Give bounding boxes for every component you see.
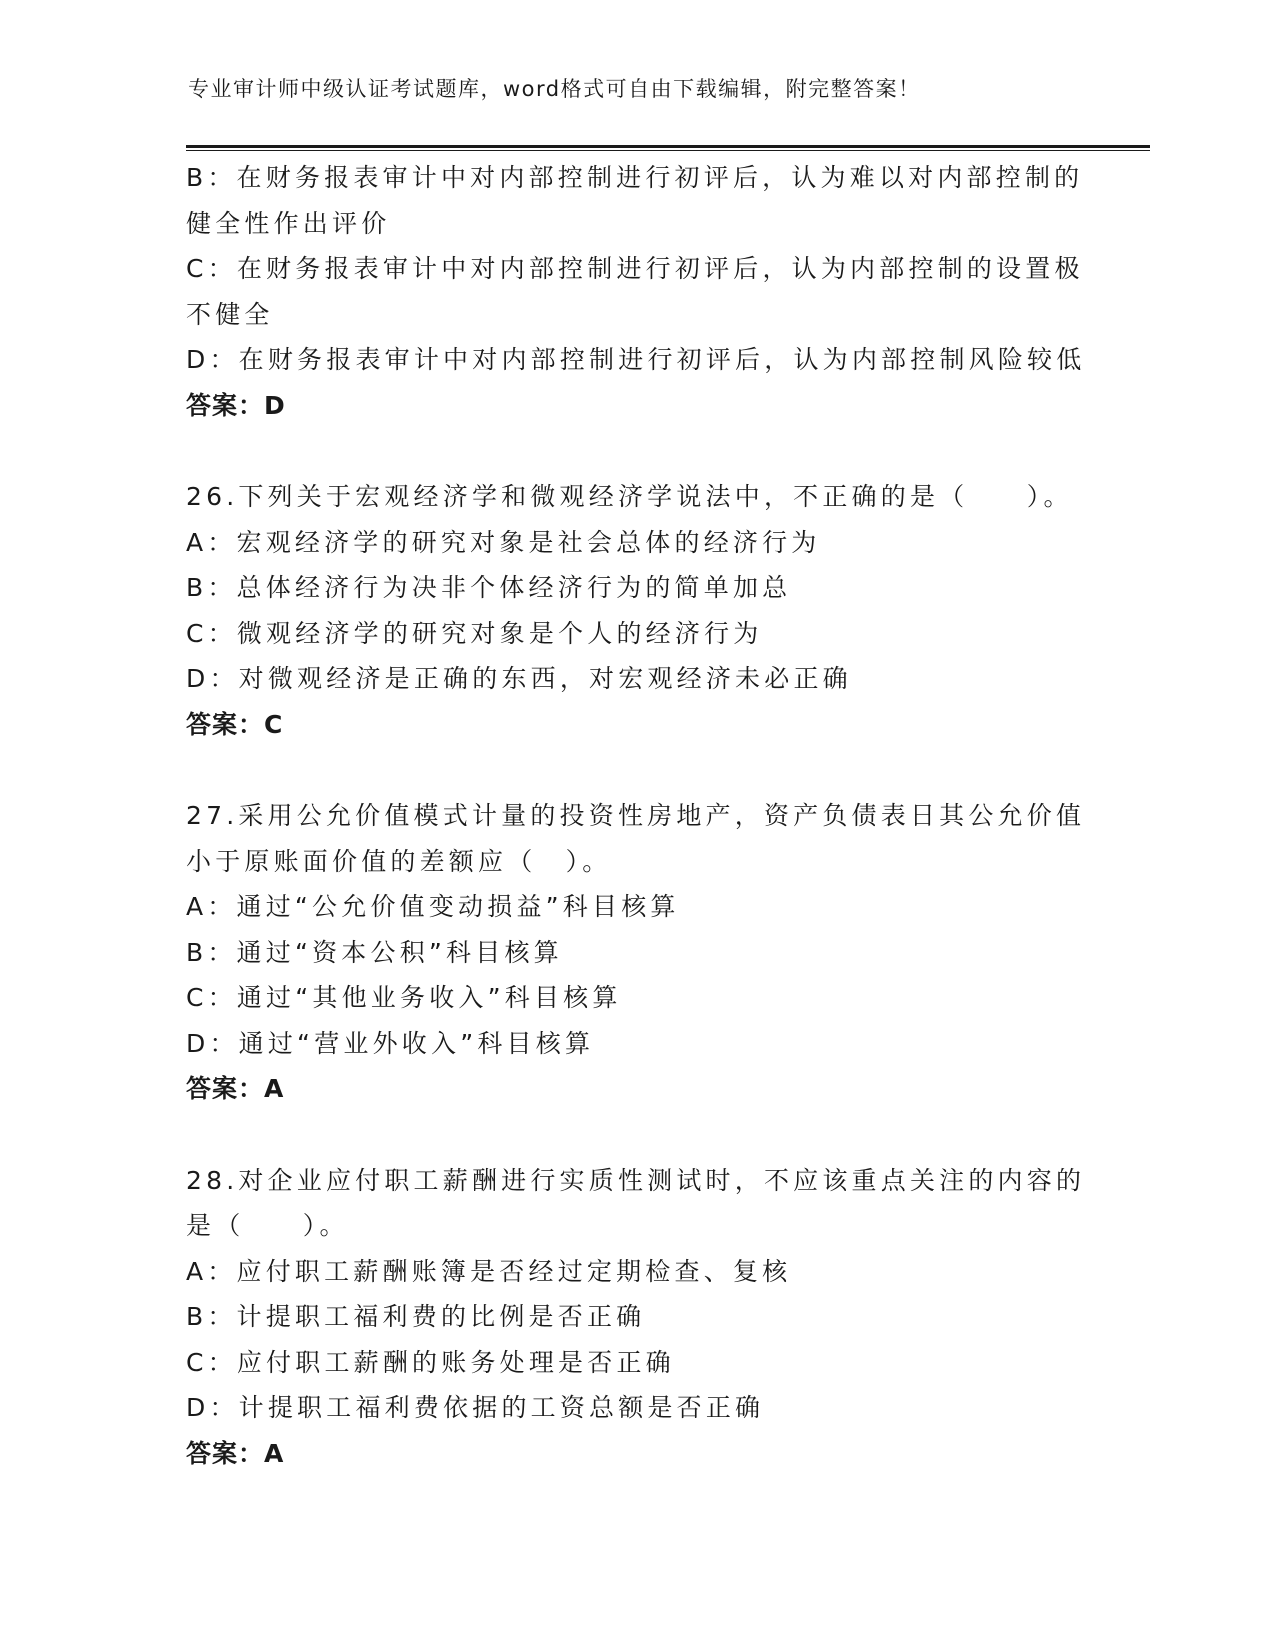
option-b-cont: 健全性作出评价 — [186, 208, 391, 238]
option-b: B：计提职工福利费的比例是否正确 — [186, 1302, 646, 1331]
document-body — [186, 155, 1086, 1476]
option-d: D：通过“营业外收入”科目核算 — [186, 1028, 595, 1058]
header-rule — [186, 145, 1150, 151]
question-26 — [186, 474, 1086, 747]
option-c-cont: 不健全 — [186, 299, 274, 329]
page-header: 专业审计师中级认证考试题库，word格式可自由下载编辑，附完整答案！ — [188, 77, 921, 101]
option-a: A：通过“公允价值变动损益”科目核算 — [186, 892, 680, 921]
option-c: C：应付职工薪酬的账务处理是否正确 — [186, 1347, 675, 1377]
answer: 答案：A — [186, 1074, 285, 1103]
option-b: B：在财务报表审计中对内部控制进行初评后，认为难以对内部控制的 — [186, 163, 1084, 192]
question-stem: 26.下列关于宏观经济学和微观经济学说法中，不正确的是（ ）。 — [186, 482, 1073, 511]
answer: 答案：A — [186, 1438, 285, 1468]
option-c: C：通过“其他业务收入”科目核算 — [186, 983, 622, 1012]
option-a: A：宏观经济学的研究对象是社会总体的经济行为 — [186, 527, 821, 557]
option-b: B：总体经济行为决非个体经济行为的简单加总 — [186, 573, 792, 602]
option-a: A：应付职工薪酬账簿是否经过定期检查、复核 — [186, 1256, 792, 1286]
question-28 — [186, 1158, 1086, 1477]
answer: 答案：D — [186, 390, 286, 420]
option-d: D：在财务报表审计中对内部控制进行初评后，认为内部控制风险较低 — [186, 345, 1086, 374]
question-25-tail — [186, 155, 1086, 428]
answer: 答案：C — [186, 709, 284, 739]
question-stem: 28.对企业应付职工薪酬进行实质性测试时，不应该重点关注的内容的 — [186, 1165, 1086, 1195]
question-27 — [186, 793, 1086, 1112]
option-c: C：微观经济学的研究对象是个人的经济行为 — [186, 618, 763, 648]
question-stem-cont: 是（ ）。 — [186, 1211, 349, 1240]
question-stem: 27.采用公允价值模式计量的投资性房地产，资产负债表日其公允价值 — [186, 801, 1086, 830]
question-stem-cont: 小于原账面价值的差额应（ ）。 — [186, 846, 612, 876]
option-c: C：在财务报表审计中对内部控制进行初评后，认为内部控制的设置极 — [186, 254, 1084, 283]
option-b: B：通过“资本公积”科目核算 — [186, 937, 563, 967]
option-d: D：计提职工福利费依据的工资总额是否正确 — [186, 1393, 765, 1422]
option-d: D：对微观经济是正确的东西，对宏观经济未必正确 — [186, 664, 852, 693]
